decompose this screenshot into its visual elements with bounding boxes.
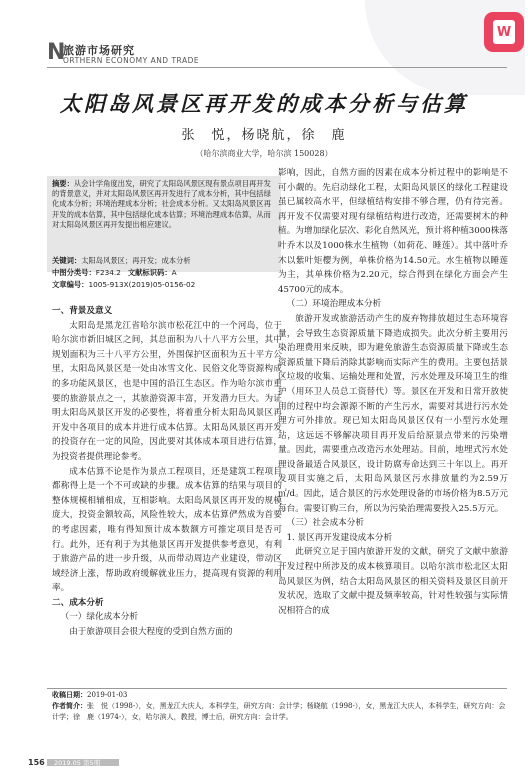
keywords: 太阳岛风景区；再开发；成本分析 [81, 256, 191, 265]
subsection-heading: 1. 景区再开发建设成本分析 [286, 532, 393, 543]
article-meta [52, 255, 282, 291]
pdf-reader-icon[interactable] [484, 12, 524, 52]
clc-value: F234.2 [95, 268, 121, 277]
author-label: 作者简介： [52, 702, 87, 710]
section-title: 旅游市场研究 [63, 44, 135, 57]
received-date: 2019-01-03 [87, 691, 128, 699]
header-initial: N [47, 40, 66, 65]
paragraph: 影响，因此，自然方面的因素在成本分析过程中的影响是不可小觑的。先启动绿化工程，太阳岛风景区的绿化工程建设虽已属较高水平，但绿植结构安排不够合理，仍有待完善。再开发不仅需要对现有绿植结构进行改造，还需要树木的种植。为增加绿化层次、彩化自然风光，预计将种植3000株落叶乔木以及1000株水生植物（如荷花、睡莲）。其中落叶乔木以紫叶矩樱为例，单株价格为14.50元。水生植物以睡莲为主，其单株价格为2.20元，综合得到在绿化方面会产生45700元的成本。 [278, 168, 508, 295]
clc-label: 中图分类号： [52, 268, 96, 277]
paragraph: 此研究立足于国内旅游开发的文献，研究了文献中旅游开发过程中所涉及的成本核算项目。以哈尔滨市松北区太阳岛风景区为例，结合太阳岛风景区的相关资料及景区目前开发状况，选取了文献中提及频率较高，针对性较强与实际情况相符合的成 [278, 547, 508, 616]
paragraph: 太阳岛是黑龙江省哈尔滨市松花江中的一个河岛，位于哈尔滨市新旧城区之间，其总面积为八十八平方公里，其中规划面积为三十八平方公里，外围保护区面积为五十平方公里，太阳岛风景区是一处由冰雪文化、民俗文化等资源构成的多功能风景区，也是中国的沿江生态区。作为哈尔滨市重要的旅游景点之一，其旅游资源丰富，开发潜力巨大。为证明太阳岛风景区开发的必要性，将着重分析太阳岛风景区再开发中各项目的成本并进行成本估算。太阳岛风景区再开发的投资存在一定的风险，因此要对其体成本项目进行估算，为投资者提供理论参考。 [52, 320, 282, 462]
paper-title: 太阳岛风景区再开发的成本分析与估算 [60, 91, 468, 116]
paragraph: 由于旅游项目会很大程度的受到自然方面的 [69, 627, 233, 638]
abstract [52, 179, 278, 230]
doc-code-value: A [171, 268, 177, 277]
article-id-label: 文章编号： [52, 280, 89, 289]
received-label: 收稿日期： [52, 691, 87, 699]
footer-rule [47, 688, 507, 689]
paper-authors: 张 悦，杨晓航，徐 鹿 [181, 128, 347, 143]
page-number: 156 [28, 758, 45, 767]
paragraph: 成本估算不论是作为景点工程项目，还是建筑工程项目都称得上是一个不可或缺的步骤。成本估算的结果与项目的整体规模相辅相成，互相影响。太阳岛风景区再开发的规模庞大，投资金额较高，风险性较大，成本估算俨然成为首要的考虑因素，唯有得知预计成本数额方可推定项目是否可行。此外，还有利于为其他景区再开发提供参考意见，有利于旅游产品的进一步升级，从而带动周边产业建设，带动区域经济上涨，帮助政府缓解就业压力，提高现有资源的利用率。 [52, 466, 282, 594]
article-id-value: 1005-913X(2019)05-0156-02 [88, 280, 196, 289]
footnote [52, 690, 507, 723]
author-info: 张 悦（1998-），女，黑龙江大庆人，本科学生，研究方向：会计学；杨晓航（1998-），女，黑龙江大庆人，本科学生，研究方向：会计学；徐 鹿（1974-），女，哈尔滨人，教授，博士后，研究方向：会计学。 [52, 702, 506, 721]
journal-name: ORTHERN ECONOMY AND TRADE [63, 56, 200, 65]
received-line [52, 690, 507, 701]
header-rule [47, 67, 507, 68]
section-heading-2: 二、成本分析 [52, 597, 104, 608]
body-left-column [52, 304, 282, 640]
section-heading-1: 一、背景及意义 [52, 306, 113, 316]
article-id-line [52, 279, 282, 291]
paper-affiliation: （哈尔滨商业大学，哈尔滨 150028） [195, 149, 333, 158]
keywords-line [52, 255, 282, 267]
classification-line [52, 267, 282, 279]
keywords-label: 关键词： [52, 256, 82, 265]
doc-code-label: 文献标识码： [127, 268, 172, 277]
subsection-heading: （三）社会成本分析 [286, 518, 364, 529]
subsection-heading: （一）绿化成本分析 [60, 612, 138, 623]
paragraph: 旅游开发或旅游活动产生的废弃物排放超过生态环境容量，会导致生态资源质量下降造成损失。此次分析主要用污染治理费用来反映，即为避免旅游生态资源质量下降或生态资源质量下降后消除其影响而实际产生的费用。主要包括景区垃圾的收集、运输处理和处置，污水处理及环境卫生的维护（用环卫人员总工资替代）等。景区在开发和日常开放使用的过程中均会源源不断的产生污水，需要对其进行污水处理方可外排放。现已知太阳岛风景区仅有一小型污水处理站，这远远不够解决项目再开发后给原景点带来的污染增量。因此，需要重点改造污水处理站。目前，地埋式污水处理设备最适合风景区，设计防腐寿命达到三十年以上。再开发项目实施之后，太阳岛风景区污水排放量约为2.59万㎡/d。因此，适合景区的污水处理设备的市场价格为8.5万元每台。需要订购三台，所以为污染治理需要投入25.5万元。 [278, 313, 508, 514]
abstract-text: 从会计学角度出发，研究了太阳岛风景区现有景点项目再开发的背景意义，并对太阳岛风景区再开发进行了成本分析，其中包括绿化成本分析；环境治理成本分析；社会成本分析。又太阳岛风景区再开发的成本估算，其中包括绿化成本估算；环境治理成本估算，从而对太阳岛风景区再开发提出相应建议。 [52, 179, 271, 229]
journal-issue: 2019.05 第5期 [54, 759, 101, 767]
subsection-heading: （二）环境治理成本分析 [286, 299, 382, 310]
document-w-icon: W [493, 20, 515, 44]
abstract-label: 摘要： [52, 179, 74, 188]
body-right-column [278, 166, 508, 618]
author-info-line [52, 701, 507, 723]
